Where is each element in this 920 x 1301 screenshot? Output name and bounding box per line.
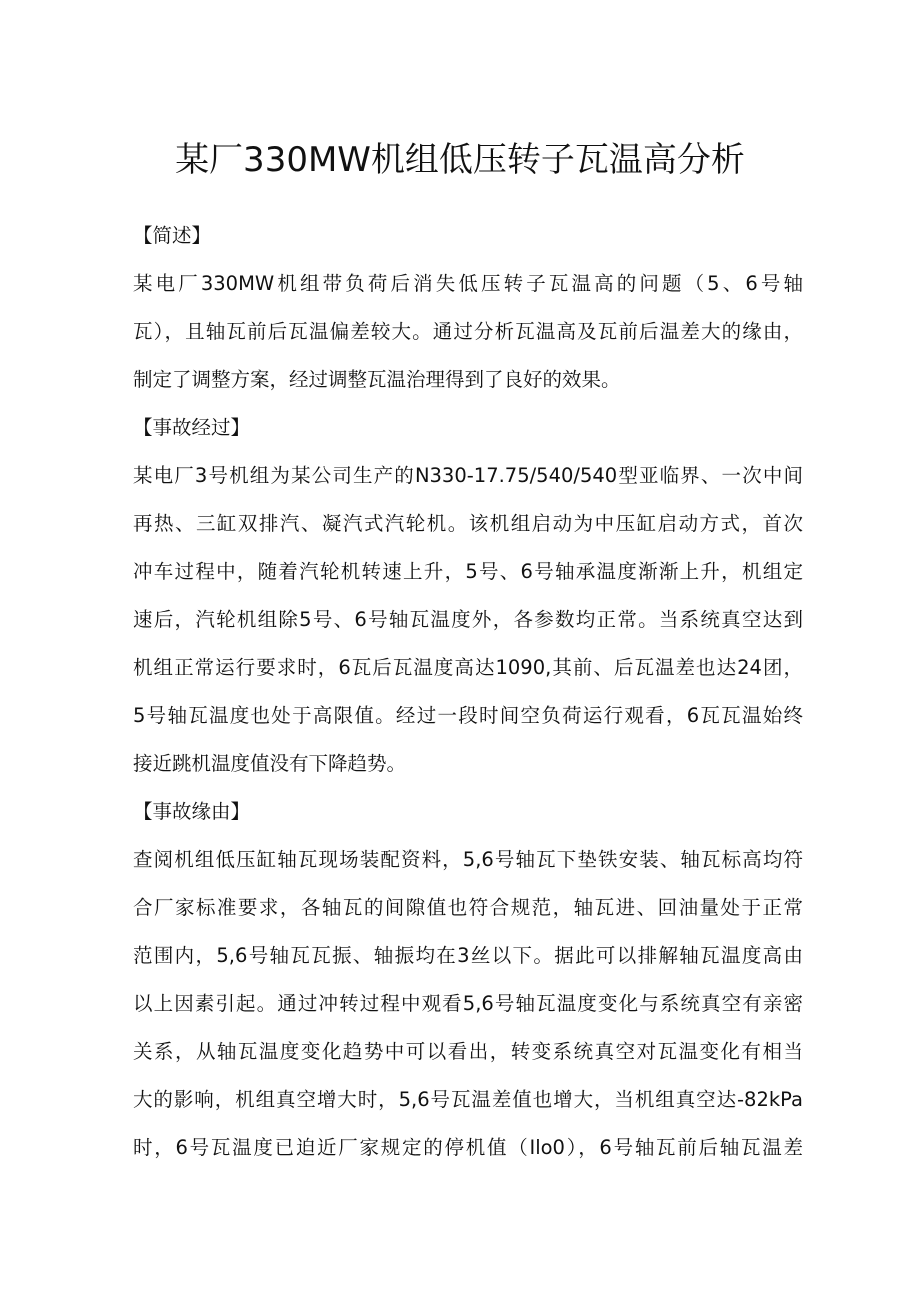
- text-line: 瓦），且轴瓦前后瓦温偏差较大。通过分析瓦温高及瓦前后温差大的缘由，: [133, 320, 803, 343]
- text-line: 接近跳机温度值没有下降趋势。: [133, 752, 407, 775]
- text-line: 速后，汽轮机组除5号、6号轴瓦温度外，各参数均正常。当系统真空达到: [133, 608, 803, 631]
- paragraph-incident-cause: [133, 836, 803, 1172]
- text-line: 5号轴瓦温度也处于高限值。经过一段时间空负荷运行观看，6瓦瓦温始终: [133, 704, 803, 727]
- text-line: 冲车过程中，随着汽轮机转速上升，5号、6号轴承温度渐渐上升，机组定: [133, 560, 803, 583]
- text-line: 某电厂3号机组为某公司生产的N330-17.75/540/540型亚临界、一次中间: [133, 464, 803, 487]
- text-line: 大的影响，机组真空增大时，5,6号瓦温差值也增大，当机组真空达-82kPa: [133, 1088, 803, 1111]
- section-summary: [133, 212, 803, 404]
- text-line: 机组正常运行要求时，6瓦后瓦温度高达1090,其前、后瓦温差也达24团，: [133, 656, 803, 679]
- section-incident-process: [133, 404, 803, 788]
- text-line: 查阅机组低压缸轴瓦现场装配资料，5,6号轴瓦下垫铁安装、轴瓦标高均符: [133, 848, 803, 871]
- document-body: [133, 212, 803, 1172]
- text-line: 制定了调整方案，经过调整瓦温治理得到了良好的效果。: [133, 368, 621, 391]
- section-heading-incident-cause: 【事故缘由】: [133, 800, 251, 823]
- document-title: 某厂330MW机组低压转子瓦温高分析: [175, 140, 745, 180]
- text-line: 关系，从轴瓦温度变化趋势中可以看出，转变系统真空对瓦温变化有相当: [133, 1040, 803, 1063]
- text-line: 某电厂330MW机组带负荷后消失低压转子瓦温高的问题（5、6号轴: [133, 272, 803, 295]
- text-line: 再热、三缸双排汽、凝汽式汽轮机。该机组启动为中压缸启动方式，首次: [133, 512, 803, 535]
- text-line: 以上因素引起。通过冲转过程中观看5,6号轴瓦温度变化与系统真空有亲密: [133, 992, 803, 1015]
- text-line: 时，6号瓦温度已迫近厂家规定的停机值（Ilo0），6号轴瓦前后轴瓦温差: [133, 1136, 803, 1159]
- section-heading-incident-process: 【事故经过】: [133, 416, 251, 439]
- text-line: 范围内，5,6号轴瓦瓦振、轴振均在3丝以下。据此可以排解轴瓦温度高由: [133, 944, 803, 967]
- text-line: 合厂家标准要求，各轴瓦的间隙值也符合规范，轴瓦进、回油量处于正常: [133, 896, 803, 919]
- section-heading-summary: 【简述】: [133, 224, 212, 247]
- paragraph-summary: [133, 260, 803, 404]
- section-incident-cause: [133, 788, 803, 1172]
- paragraph-incident-process: [133, 452, 803, 788]
